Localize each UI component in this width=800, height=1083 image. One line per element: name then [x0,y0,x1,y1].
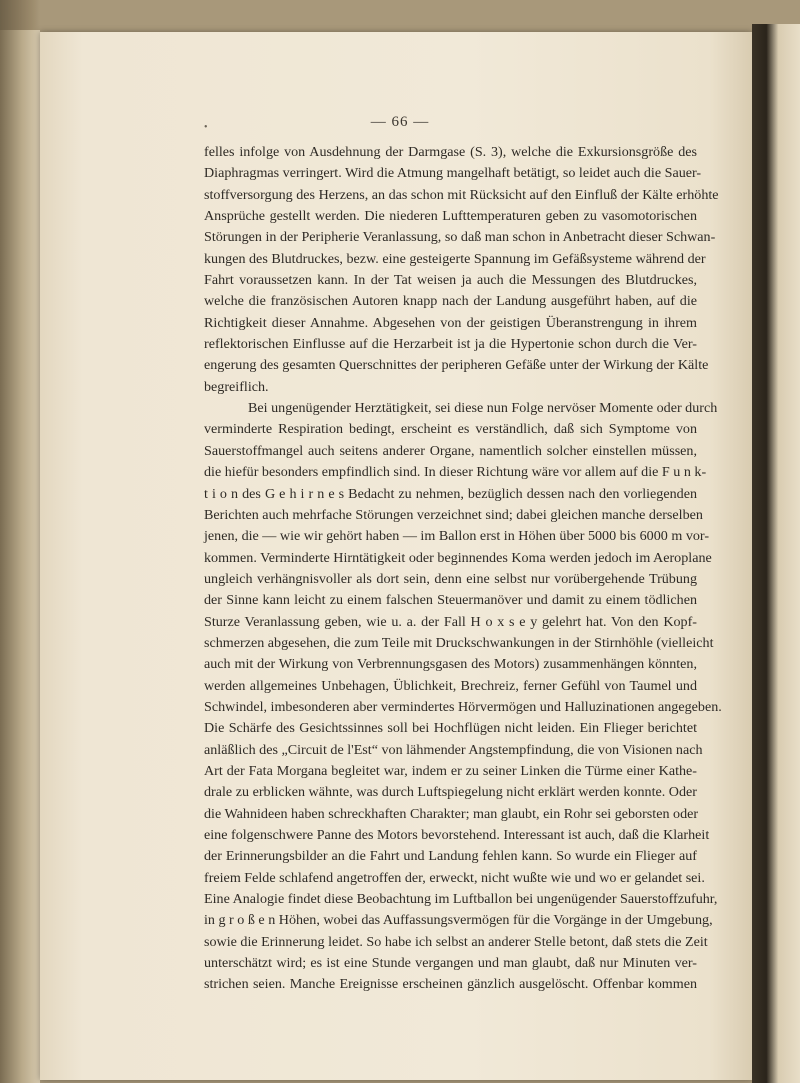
text-line: unterschätzt wird; es ist eine Stunde vergangen und man glaubt, daß nur Minuten ver- [204,955,697,972]
text-line: t i o n des G e h i r n e s Bedacht zu nehmen, bezüglich dessen nach den vorliegenden [204,485,697,502]
text-line: Sauerstoffmangel auch seitens anderer Organe, namentlich solcher einstellen müssen, [204,442,697,459]
text-line: Ansprüche gestellt werden. Die niederen Lufttemperaturen geben zu vasomotorischen [204,208,697,225]
text-line: strichen seien. Manche Ereignisse erscheinen gänzlich ausgelöscht. Offenbar kommen [204,976,697,993]
text-line: stoffversorgung des Herzens, an das schon mit Rücksicht auf den Einfluß der Kälte erhöhte [204,186,719,203]
text-line: kungen des Blutdruckes, bezw. eine gesteigerte Spannung im Gefäßsysteme während der [204,250,706,267]
text-line: Schwindel, imbesonderen aber vermindertes Hörvermögen und Halluzinationen angegeben. [204,698,722,715]
text-line: auch mit der Wirkung von Verbrennungsgasen des Motors) zusammenhängen könnten, [204,656,697,673]
text-line: die Wahnideen haben schreckhaften Charakter; man glaubt, ein Rohr sei geborsten oder [204,805,699,822]
text-line: werden allgemeines Unbehagen, Üblichkeit, Brechreiz, ferner Gefühl von Taumel und [204,677,697,694]
text-line: Fahrt voraussetzen kann. In der Tat weisen ja auch die Messungen des Blutdruckes, [204,272,697,289]
text-line: jenen, die — wie wir gehört haben — im Ballon erst in Höhen über 5000 bis 6000 m vor- [204,528,710,545]
text-line: der Erinnerungsbilder an die Fahrt und Landung fehlen kann. So wurde ein Flieger auf [204,848,697,865]
text-line: der Sinne kann leicht zu einem falschen Steuermanöver und damit zu einem tödlichen [204,592,697,609]
text-line: Art der Fata Morgana begleitet war, indem er zu seiner Linken die Türme einer Kathe- [204,762,697,779]
text-line: felles infolge von Ausdehnung der Darmgase (S. 3), welche die Exkursionsgröße des [204,144,697,160]
text-line: drale zu erblicken wähnte, was durch Luftspiegelung nicht erklärt werden konnte. Oder [204,784,697,801]
book-gutter [752,24,800,1083]
text-line: Bei ungenügender Herztätigkeit, sei diese nun Folge nervöser Momente oder durch [248,400,718,417]
text-line: freiem Felde schlafend angetroffen der, erweckt, nicht wußte wie und wo er gelandet sei. [204,869,705,886]
text-line: die hiefür besonders empfindlich sind. In dieser Richtung wäre vor allem auf die F u n k- [204,464,707,481]
text-line: sowie die Erinnerung leidet. So habe ich selbst an anderer Stelle betont, daß stets die Zeit [204,933,708,950]
text-line: Sturze Veranlassung geben, wie u. a. der Fall H o x s e y gelehrt hat. Von den Kopf- [204,613,697,630]
text-line: engerung des gesamten Querschnittes der peripheren Gefäße unter der Wirkung der Kälte [204,357,709,374]
text-line: schmerzen abgesehen, die zum Teile mit Druckschwankungen in der Stirnhöhle (vielleicht [204,634,714,651]
text-line: ungleich verhängnisvoller als dort sein, denn eine selbst nur vorübergehende Trübung [204,570,697,587]
page-number: — 66 — [370,114,430,130]
text-line: Richtigkeit dieser Annahme. Abgesehen von der geistigen Überanstrengung in ihrem [204,314,697,331]
text-line: Störungen in der Peripherie Veranlassung, so daß man schon in Anbetracht dieser Schwan- [204,229,716,246]
body-text [204,142,722,996]
text-line: Eine Analogie findet diese Beobachtung im Luftballon bei ungenügender Sauerstoffzufuhr, [204,891,718,908]
text-line: Berichten auch mehrfache Störungen verzeichnet sind; dabei gleichen manche derselben [204,506,703,523]
text-line: in g r o ß e n Höhen, wobei das Auffassungsvermögen für die Vorgänge in der Umgebung, [204,912,713,929]
text-line: welche die französischen Autoren knapp nach der Landung ausgeführt haben, auf die [204,293,697,310]
text-line: reflektorischen Einflusse auf die Herzarbeit ist ja die Hypertonie schon durch die Ver- [204,336,697,353]
text-line: begreiflich. [204,378,269,395]
text-line: kommen. Verminderte Hirntätigkeit oder beginnendes Koma werden jedoch im Aeroplane [204,549,712,566]
text-line: eine folgenschwere Panne des Motors bevorstehend. Interessant ist auch, daß die Klarheit [204,827,710,843]
text-line: Die Schärfe des Gesichtssinnes soll bei Hochflügen nicht leiden. Ein Flieger berichtet [204,720,697,737]
page-edge-left [0,30,40,1083]
text-line: anläßlich des „Circuit de l'Est“ von lähmender Angstempfindung, die von Visionen nach [204,741,703,758]
text-line: verminderte Respiration bedingt, erscheint es verständlich, daß sich Symptome von [204,421,697,438]
margin-mark: • [204,122,208,133]
text-line: Diaphragmas verringert. Wird die Atmung mangelhaft betätigt, so leidet auch die Sauer- [204,165,702,182]
